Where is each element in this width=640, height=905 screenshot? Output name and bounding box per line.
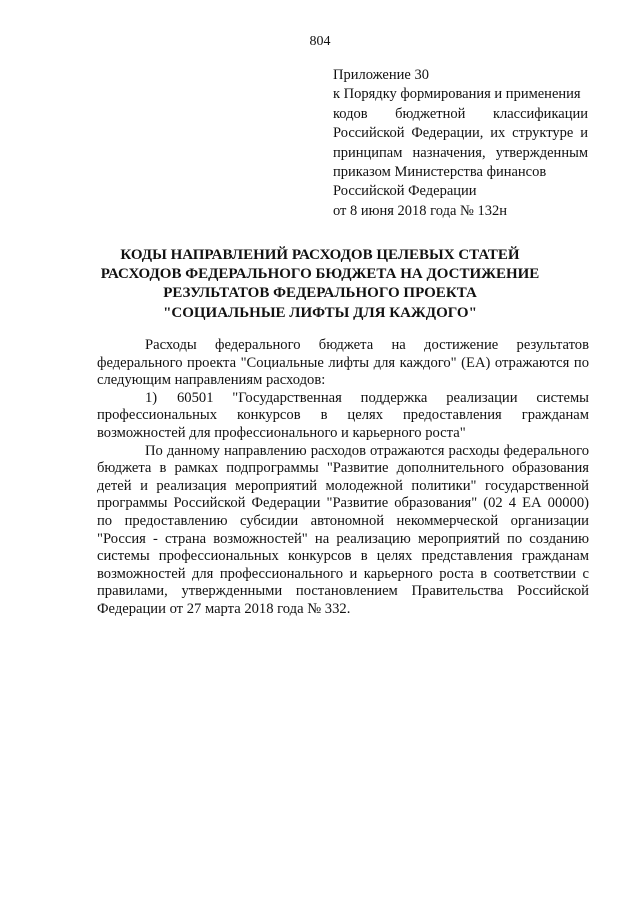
item-line: возможностей для профессионального и карьерного роста" (97, 424, 466, 441)
description-line: Федерации от 27 марта 2018 года № 332. (97, 600, 351, 617)
appendix-line: от 8 июня 2018 года № 132н (333, 202, 507, 219)
appendix-line: принципам назначения, утвержденным (333, 144, 588, 161)
list-item (97, 390, 589, 443)
item-line: профессиональных конкурсов в целях предоставления гражданам (97, 407, 589, 424)
appendix-line: Приложение 30 (333, 67, 429, 83)
description-line: программы Российской Федерации "Развитие образования" (02 4 ЕА 00000) (97, 495, 589, 512)
appendix-header (333, 66, 588, 221)
description-line: по предоставлению субсидии автономной некоммерческой организации (97, 512, 589, 529)
description-line: системы профессиональных конкурсов в целях представления гражданам (97, 548, 589, 565)
description-paragraph (97, 443, 589, 619)
appendix-line: Российской Федерации (333, 183, 477, 200)
appendix-line: кодов бюджетной классификации (333, 105, 588, 122)
description-line: "Россия - страна возможностей" на реализацию мероприятий по созданию (97, 530, 589, 547)
document-body (97, 337, 589, 619)
title-line: РЕЗУЛЬТАТОВ ФЕДЕРАЛЬНОГО ПРОЕКТА (163, 285, 477, 302)
description-line: бюджета в рамках подпрограммы "Развитие дополнительного образования (97, 460, 589, 477)
appendix-line: Российской Федерации, их структуре и (333, 125, 588, 142)
description-line: правилами, утвержденными постановлением Правительства Российской (97, 583, 589, 600)
appendix-line: к Порядку формирования и применения (333, 86, 581, 103)
description-line: детей и реализация мероприятий молодежной политики" государственной (97, 477, 589, 494)
description-line: По данному направлению расходов отражаются расходы федерального (145, 442, 589, 459)
intro-line: федерального проекта "Социальные лифты для каждого" (ЕА) отражаются по (97, 354, 589, 371)
intro-line: Расходы федерального бюджета на достижение результатов (145, 337, 589, 353)
title-line: "СОЦИАЛЬНЫЕ ЛИФТЫ ДЛЯ КАЖДОГО" (163, 304, 477, 321)
title-line: РАСХОДОВ ФЕДЕРАЛЬНОГО БЮДЖЕТА НА ДОСТИЖЕНИЕ (100, 266, 540, 283)
description-line: возможностей для профессионального и карьерного роста в соответствии с (97, 565, 589, 582)
item-number: 1) (145, 389, 158, 406)
appendix-line: приказом Министерства финансов (333, 164, 547, 181)
item-first-line (97, 390, 589, 408)
item-line: 60501 "Государственная поддержка реализации системы (177, 389, 589, 406)
intro-paragraph (97, 337, 589, 390)
page-number: 804 (309, 34, 331, 49)
document-title (90, 246, 550, 323)
intro-line: следующим направлениям расходов: (97, 372, 326, 389)
title-line: КОДЫ НАПРАВЛЕНИЙ РАСХОДОВ ЦЕЛЕВЫХ СТАТЕЙ (120, 247, 520, 263)
